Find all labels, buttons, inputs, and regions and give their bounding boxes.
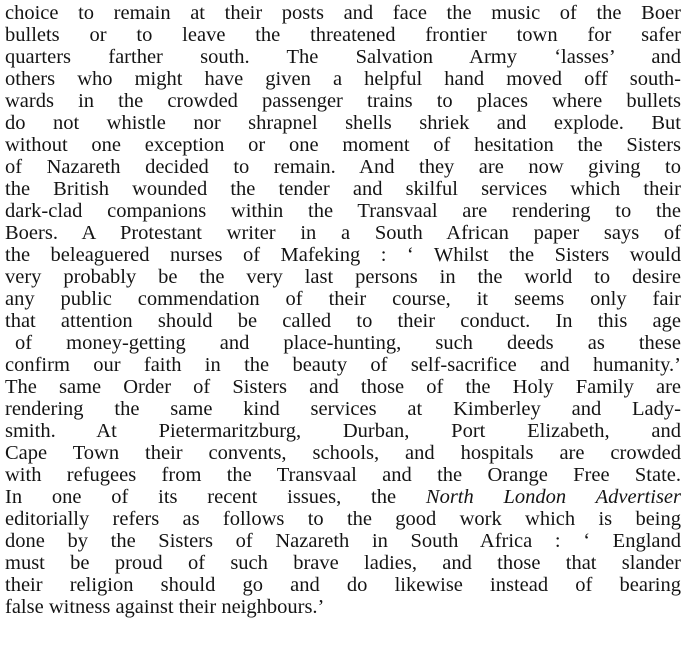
text-line: of Nazareth decided to remain. And they are now giving to (5, 156, 681, 178)
text-line: any public commendation of their course, it seems only fair (5, 288, 681, 310)
text-line: false witness against their neighbours.’ (5, 596, 325, 618)
text-line: dark-clad companions within the Transvaal are rendering to the (5, 200, 681, 222)
text-line: Boers. A Protestant writer in a South African paper says of (5, 222, 681, 244)
text-line: Cape Town their convents, schools, and hospitals are crowded (5, 442, 681, 464)
text-line: others who might have given a helpful hand moved off south- (5, 68, 681, 90)
newspaper-title: North London Advertiser (425, 486, 681, 508)
text-line: confirm our faith in the beauty of self-sacrifice and humanity.’ (5, 354, 681, 376)
text-line: rendering the same kind services at Kimberley and Lady- (5, 398, 681, 420)
text-line: their religion should go and do likewise instead of bearing (5, 574, 681, 596)
text-line: The same Order of Sisters and those of the Holy Family are (5, 376, 681, 398)
text-line: with refugees from the Transvaal and the Orange Free State. (5, 464, 681, 486)
text-line: without one exception or one moment of hesitation the Sisters (5, 134, 681, 156)
text-line: very probably be the very last persons in the world to desire (5, 266, 681, 288)
text-line: bullets or to leave the threatened frontier town for safer (5, 24, 681, 46)
text-line: quarters farther south. The Salvation Army ‘lasses’ and (5, 46, 681, 68)
text-line: that attention should be called to their conduct. In this age (5, 310, 681, 332)
text-line (5, 486, 681, 508)
text-line: of money-getting and place-hunting, such deeds as these (15, 332, 681, 354)
text-line: the beleaguered nurses of Mafeking : ‘ Whilst the Sisters would (5, 244, 681, 266)
text-line: choice to remain at their posts and face the music of the Boer (5, 2, 681, 24)
document-page (5, 0, 681, 666)
text-line: wards in the crowded passenger trains to places where bullets (5, 90, 681, 112)
text-line: done by the Sisters of Nazareth in South Africa : ‘ England (5, 530, 681, 552)
text-line-start: In one of its recent issues, the (5, 486, 397, 508)
text-line: editorially refers as follows to the good work which is being (5, 508, 681, 530)
text-line: do not whistle nor shrapnel shells shriek and explode. But (5, 112, 681, 134)
text-line: must be proud of such brave ladies, and those that slander (5, 552, 681, 574)
text-line: smith. At Pietermaritzburg, Durban, Port Elizabeth, and (5, 420, 681, 442)
text-line: the British wounded the tender and skilful services which their (5, 178, 681, 200)
